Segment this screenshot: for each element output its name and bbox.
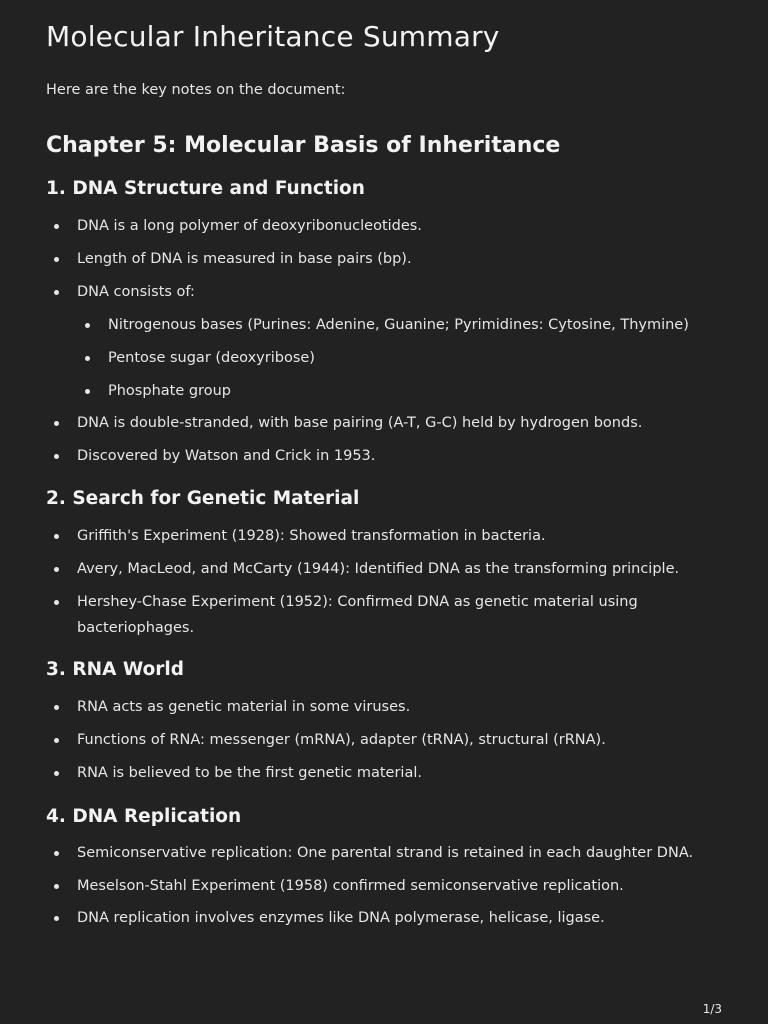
list-item: Meselson-Stahl Experiment (1958) confirmed semiconservative replication. <box>77 873 737 899</box>
section-heading-rna-world: 3. RNA World <box>46 659 184 680</box>
bullet-dot-icon <box>54 224 59 229</box>
bullet-dot-icon <box>54 705 59 710</box>
bullet-dot-icon <box>85 389 90 394</box>
list-item: DNA is a long polymer of deoxyribonucleotides. <box>77 213 737 239</box>
chapter-title: Chapter 5: Molecular Basis of Inheritance <box>46 133 561 158</box>
section-heading-dna-structure: 1. DNA Structure and Function <box>46 178 365 199</box>
list-item: Length of DNA is measured in base pairs (bp). <box>77 246 737 272</box>
bullet-dot-icon <box>54 771 59 776</box>
bullet-dot-icon <box>54 738 59 743</box>
bullet-dot-icon <box>54 916 59 921</box>
list-item: Functions of RNA: messenger (mRNA), adapter (tRNA), structural (rRNA). <box>77 727 737 753</box>
bullet-dot-icon <box>54 884 59 889</box>
page-title: Molecular Inheritance Summary <box>46 20 500 53</box>
sub-list-item: Pentose sugar (deoxyribose) <box>108 345 748 371</box>
list-item: DNA is double-stranded, with base pairing (A-T, G-C) held by hydrogen bonds. <box>77 410 737 436</box>
list-item: Avery, MacLeod, and McCarty (1944): Identified DNA as the transforming principle. <box>77 556 737 582</box>
bullet-dot-icon <box>54 534 59 539</box>
list-item: Hershey-Chase Experiment (1952): Confirmed DNA as genetic material using bacteriophages. <box>77 589 652 641</box>
section-heading-genetic-material: 2. Search for Genetic Material <box>46 488 360 509</box>
bullet-dot-icon <box>54 851 59 856</box>
page-number: 1/3 <box>702 1002 722 1016</box>
bullet-dot-icon <box>54 600 59 605</box>
bullet-dot-icon <box>54 257 59 262</box>
bullet-dot-icon <box>54 454 59 459</box>
list-item: Griffith's Experiment (1928): Showed transformation in bacteria. <box>77 523 737 549</box>
section-heading-dna-replication: 4. DNA Replication <box>46 806 242 827</box>
list-item: Discovered by Watson and Crick in 1953. <box>77 443 737 469</box>
bullet-dot-icon <box>54 290 59 295</box>
bullet-dot-icon <box>85 323 90 328</box>
bullet-dot-icon <box>54 421 59 426</box>
list-item: DNA replication involves enzymes like DNA polymerase, helicase, ligase. <box>77 905 737 931</box>
sub-list-item: Phosphate group <box>108 378 748 404</box>
list-item: RNA is believed to be the first genetic material. <box>77 760 737 786</box>
list-item: RNA acts as genetic material in some viruses. <box>77 694 737 720</box>
list-item: Semiconservative replication: One parental strand is retained in each daughter DNA. <box>77 840 737 866</box>
bullet-dot-icon <box>85 356 90 361</box>
sub-list-item: Nitrogenous bases (Purines: Adenine, Guanine; Pyrimidines: Cytosine, Thymine) <box>108 312 748 338</box>
list-item: DNA consists of: <box>77 279 737 305</box>
intro-text: Here are the key notes on the document: <box>46 82 346 98</box>
bullet-dot-icon <box>54 567 59 572</box>
